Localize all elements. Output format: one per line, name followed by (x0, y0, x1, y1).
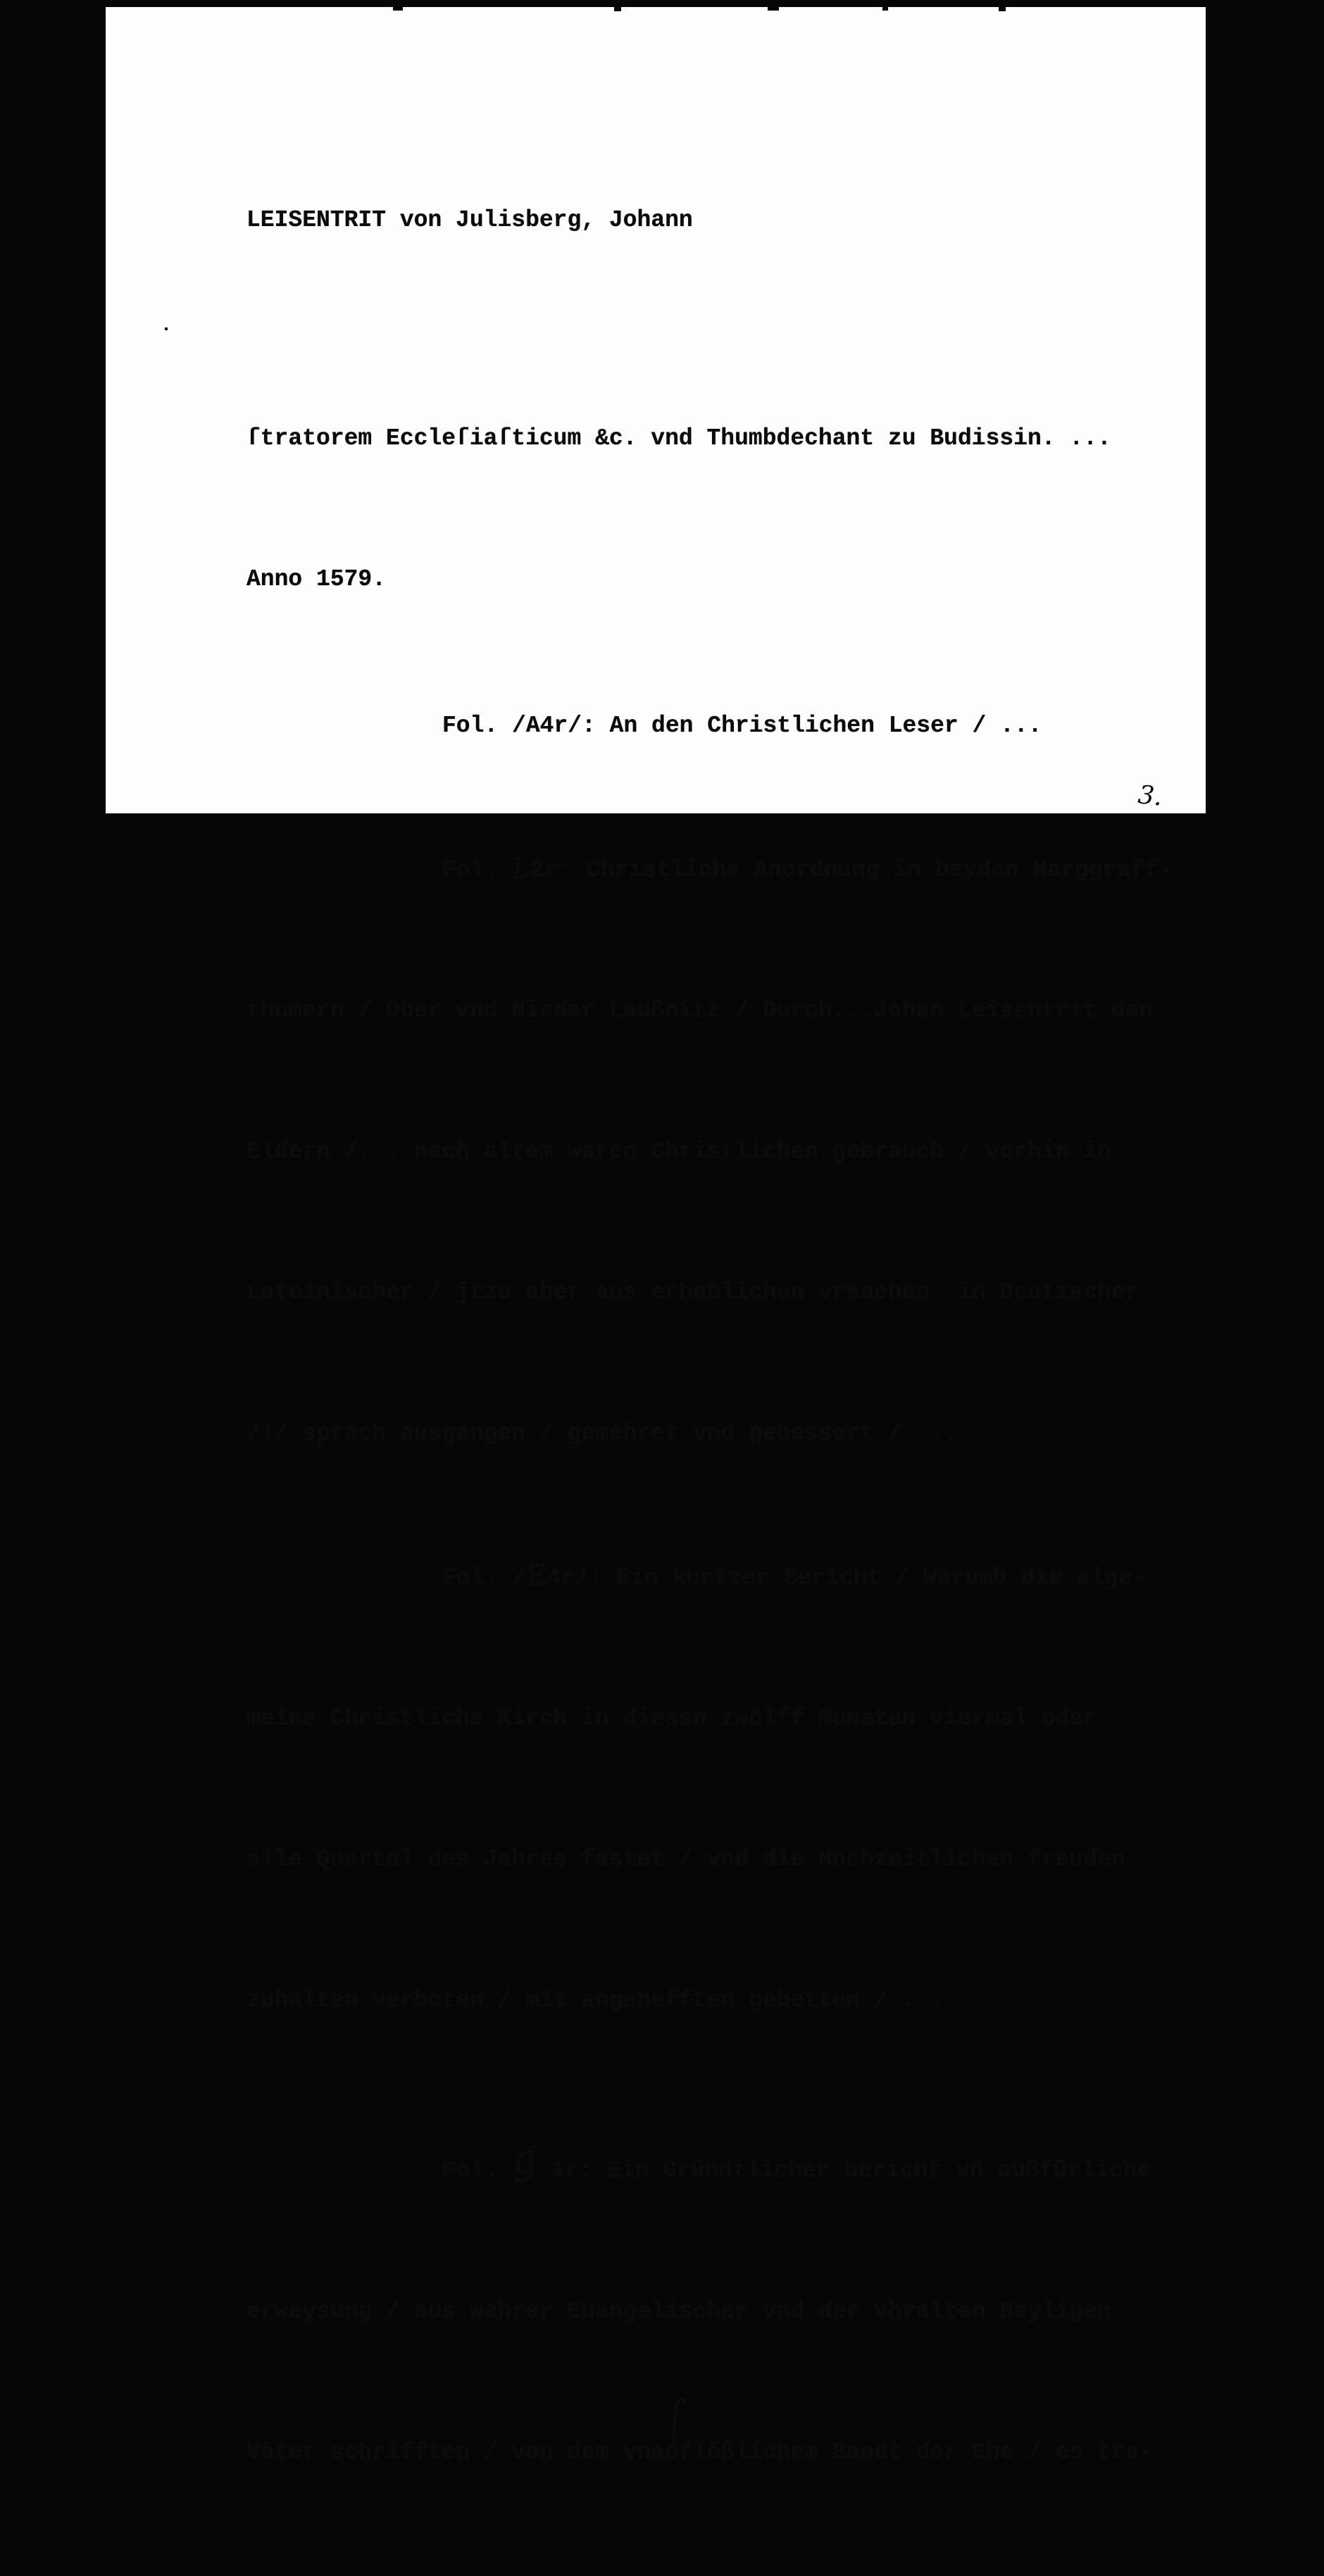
handwritten-signature-letter: L (510, 851, 533, 886)
text-line: Eldern /... nach altem waren Christlichen gebrauch / vorhin in (246, 1139, 1111, 1165)
scan-speck (393, 7, 403, 11)
text-segment: Fol. (442, 2158, 513, 2184)
scan-speck (882, 7, 888, 11)
text-line: Anno 1579. (246, 566, 387, 592)
scanned-page (106, 7, 1206, 2465)
text-line: Lateinischer / jtzo aber aus erheblichen vrsachen in Deutzscher (246, 1280, 1139, 1306)
entry-heading: LEISENTRIT von Julisberg, Johann (246, 207, 693, 233)
text-line (246, 2134, 1194, 2189)
text-segment: 1r: Ein Gründtlicher bericht vn̄ außfürliche (537, 2158, 1151, 2184)
text-line: alle Quartal des Jahres fastet / vnd die Hochzeitlichen freuden (246, 1846, 1125, 1872)
text-line: zuhalten verboten / mit angehefften gebetten / ... (246, 1987, 944, 2013)
text-segment: flößlichem (678, 2439, 818, 2465)
typewritten-text-block (246, 97, 1194, 2576)
text-line: ſtratorem Eccleſiaſticum &c. vnd Thumbdechant zu Budissin. ... (246, 425, 1111, 451)
text-line: thumern / Ober vnd Nieder Laußnitz / Durch...Johan Leisentrit den (246, 998, 1154, 1024)
text-segment: Fol. (442, 857, 513, 883)
handwritten-insertion-f: f (668, 2389, 682, 2452)
handwritten-signature-letter: E (524, 1558, 549, 1594)
text-line: /!/ sprach ausgangen / gemehret vnd gebessert / ... (246, 1420, 958, 1446)
scan-speck (999, 7, 1006, 11)
scan-speck (614, 7, 621, 11)
text-segment: 2r: Christliche Anordnung in beyden Marggraff- (530, 857, 1173, 883)
text-line (246, 1557, 1194, 1596)
scan-speck (165, 327, 168, 330)
handwritten-page-number: 3. (1136, 780, 1164, 812)
text-line (246, 849, 1194, 888)
text-segment: Fol. / (442, 1565, 526, 1591)
scan-speck (768, 7, 779, 11)
handwritten-signature-letter: g (507, 2134, 541, 2184)
text-line (246, 2389, 1194, 2470)
text-segment: Väter schrifften / von dem vnau (246, 2439, 679, 2465)
text-segment: 4r/: Ein kurtzer Bericht / Warumb die alge- (547, 1565, 1147, 1591)
text-line: erweysung / aus wahrer Euangelischer vnd der vhralten Heyligen (246, 2299, 1111, 2325)
text-segment (668, 2389, 818, 2470)
text-segment: Bandt der Ehe / es tra- (818, 2439, 1154, 2465)
text-line: Fol. /A4r/: An den Christlichen Leser / ... (442, 713, 1042, 739)
text-line: meine Christliche Kirch in diesen zwölff Monaten viermal oder (246, 1706, 1097, 1732)
